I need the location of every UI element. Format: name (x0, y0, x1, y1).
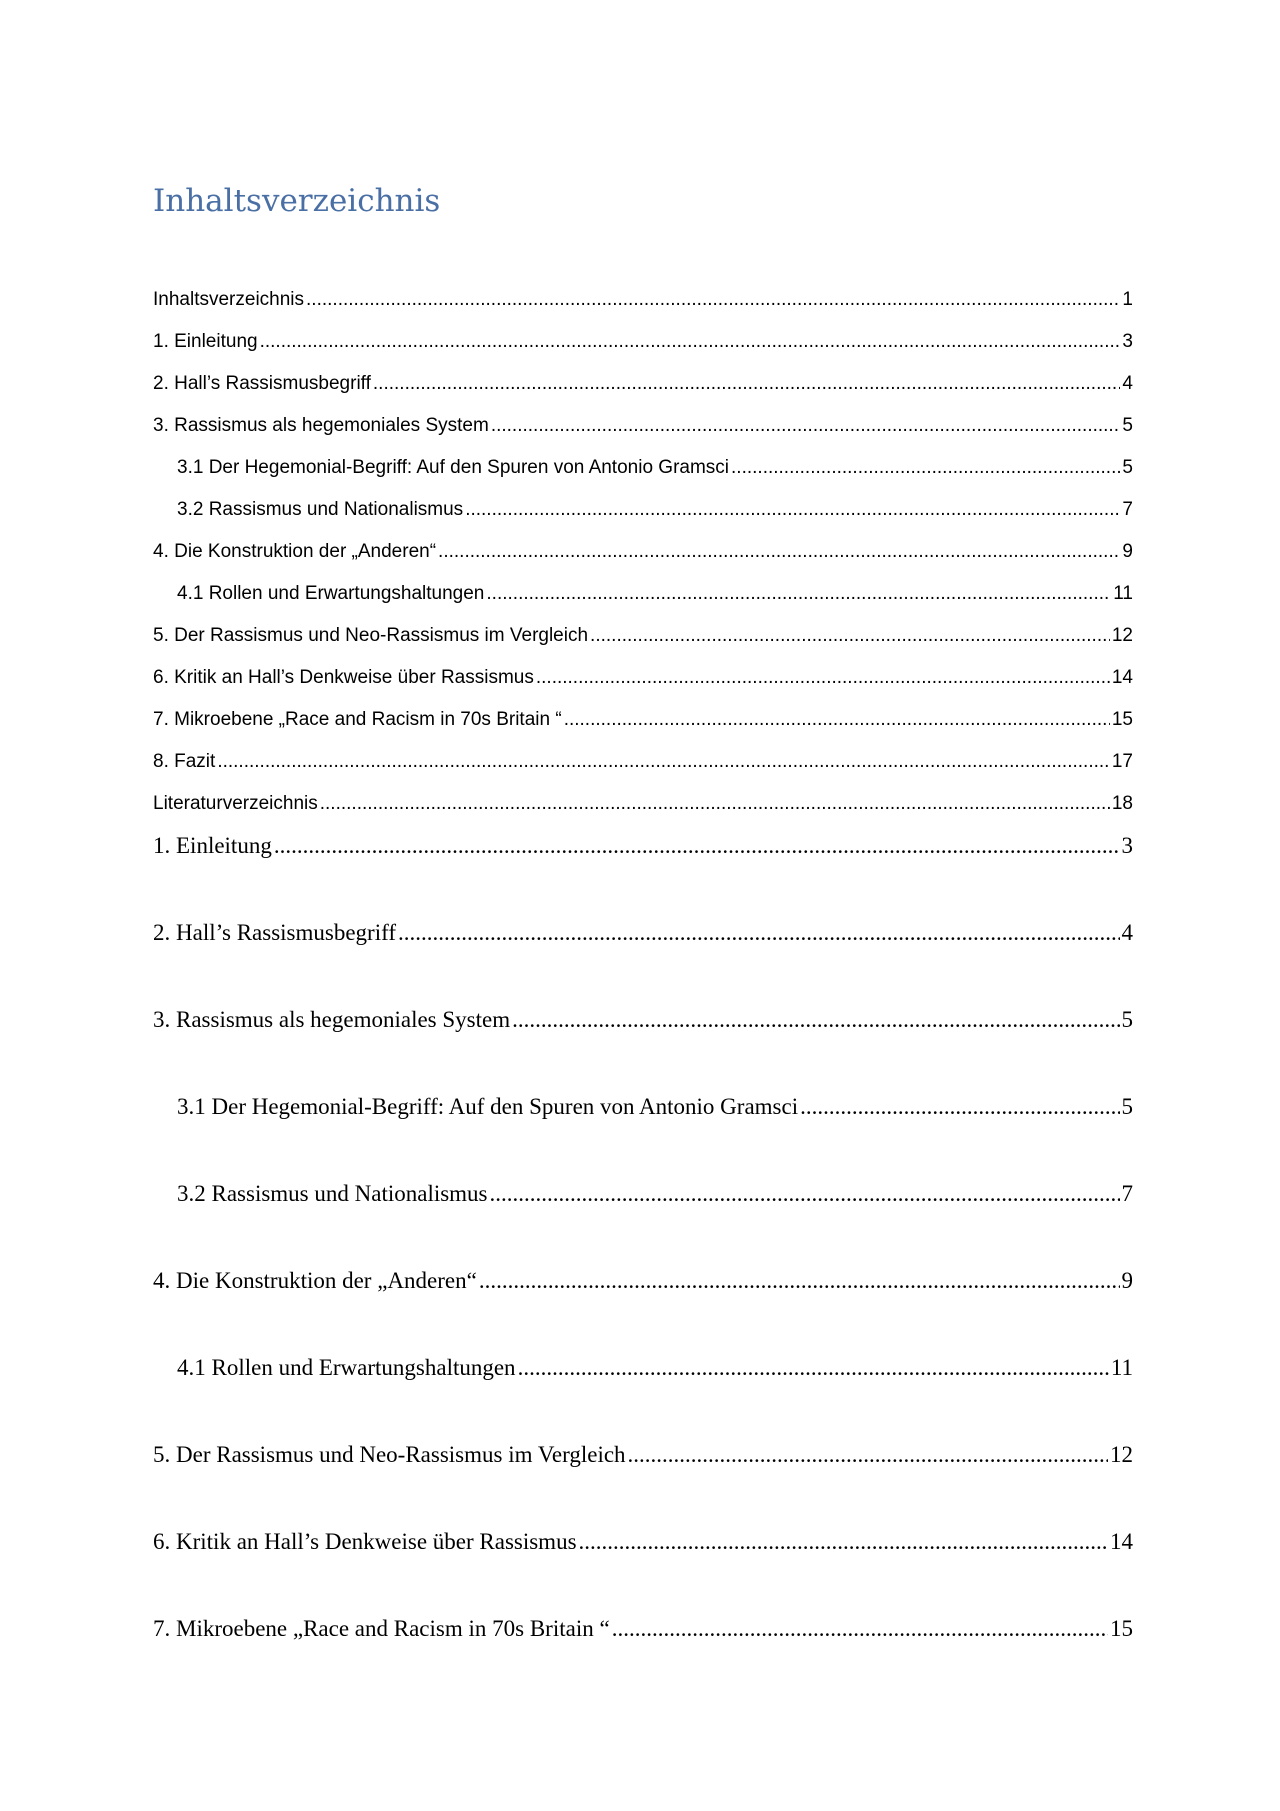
toc-entry[interactable] (153, 1616, 1133, 1642)
toc-entry[interactable] (153, 1094, 1133, 1120)
toc-entry[interactable] (153, 751, 1133, 773)
toc-entry-label: 3.2 Rassismus und Nationalismus (177, 1181, 488, 1206)
toc-entry-page: 11 (1113, 583, 1133, 604)
dot-leader (512, 1007, 1119, 1033)
dot-leader (731, 457, 1120, 479)
dot-leader (486, 583, 1111, 605)
toc-entry-page: 18 (1111, 793, 1133, 814)
toc-entry-page: 5 (1121, 1094, 1133, 1119)
toc-entry[interactable] (153, 541, 1133, 563)
toc-entry[interactable] (153, 289, 1133, 311)
toc-entry[interactable] (153, 833, 1133, 859)
toc-entry[interactable] (153, 499, 1133, 521)
toc-entry-page: 4 (1121, 920, 1133, 945)
toc-entry[interactable] (153, 793, 1133, 815)
toc-entry[interactable] (153, 583, 1133, 605)
toc-entry-label: 4.1 Rollen und Erwartungshaltungen (177, 583, 485, 604)
toc-entry-label: 5. Der Rassismus und Neo-Rassismus im Vergleich (153, 625, 589, 646)
toc-entry-page: 5 (1122, 457, 1133, 478)
toc-entry-page: 9 (1122, 541, 1133, 562)
toc-entry-label: 3.1 Der Hegemonial-Begriff: Auf den Spuren von Antonio Gramsci (177, 1094, 799, 1119)
toc-entry-label: 3.2 Rassismus und Nationalismus (177, 499, 464, 520)
toc-entry-label: 4. Die Konstruktion der „Anderen“ (153, 1268, 477, 1293)
dot-leader (800, 1094, 1119, 1120)
toc-entry[interactable] (153, 373, 1133, 395)
toc-entry-label: 4.1 Rollen und Erwartungshaltungen (177, 1355, 516, 1380)
toc-entry-page: 15 (1111, 709, 1133, 730)
dot-leader (479, 1268, 1120, 1294)
toc-entry-label: 1. Einleitung (153, 331, 258, 352)
toc-entry-label: Inhaltsverzeichnis (153, 289, 305, 310)
dot-leader (217, 751, 1110, 773)
dot-leader (274, 833, 1120, 859)
toc-entry[interactable] (153, 457, 1133, 479)
toc-entry-page: 12 (1110, 1442, 1133, 1467)
toc-entry-page: 4 (1122, 373, 1133, 394)
dot-leader (590, 625, 1110, 647)
toc-entry-page: 9 (1121, 1268, 1133, 1293)
toc-entry-label: 6. Kritik an Hall’s Denkweise über Rassismus (153, 1529, 577, 1554)
toc-entry-label: 4. Die Konstruktion der „Anderen“ (153, 541, 437, 562)
dot-leader (564, 709, 1110, 731)
dot-leader (306, 289, 1120, 311)
toc-entry-page: 5 (1121, 1007, 1133, 1032)
dot-leader (260, 331, 1121, 353)
toc-entry-page: 3 (1122, 331, 1133, 352)
toc-entry-label: 3. Rassismus als hegemoniales System (153, 415, 489, 436)
toc-entry-page: 7 (1122, 499, 1133, 520)
toc-entry[interactable] (153, 1442, 1133, 1468)
toc-entry-page: 12 (1111, 625, 1133, 646)
toc-entry[interactable] (153, 415, 1133, 437)
dot-leader (491, 415, 1121, 437)
toc-entry[interactable] (153, 1355, 1133, 1381)
toc-entry[interactable] (153, 709, 1133, 731)
toc-entry-page: 14 (1111, 667, 1133, 688)
toc-entry-page: 11 (1110, 1355, 1133, 1380)
dot-leader (579, 1529, 1108, 1555)
toc-entry-label: Literaturverzeichnis (153, 793, 318, 814)
toc-entry-page: 1 (1122, 289, 1133, 310)
toc-entry[interactable] (153, 1529, 1133, 1555)
dot-leader (612, 1616, 1108, 1642)
toc-entry[interactable] (153, 920, 1133, 946)
toc-heading: Inhaltsverzeichnis (153, 183, 441, 219)
toc-entry-page: 7 (1121, 1181, 1133, 1206)
dot-leader (518, 1355, 1109, 1381)
dot-leader (536, 667, 1110, 689)
toc-entry[interactable] (153, 1007, 1133, 1033)
dot-leader (465, 499, 1120, 521)
toc-entry[interactable] (153, 1181, 1133, 1207)
toc-entry-page: 15 (1110, 1616, 1133, 1641)
dot-leader (398, 920, 1120, 946)
toc-entry[interactable] (153, 625, 1133, 647)
toc-entry[interactable] (153, 331, 1133, 353)
toc-entry-label: 8. Fazit (153, 751, 216, 772)
toc-entry-page: 3 (1121, 833, 1133, 858)
toc-entry-label: 3. Rassismus als hegemoniales System (153, 1007, 511, 1032)
dot-leader (373, 373, 1121, 395)
toc-entry-label: 6. Kritik an Hall’s Denkweise über Rassismus (153, 667, 534, 688)
dot-leader (628, 1442, 1108, 1468)
toc-entry[interactable] (153, 1268, 1133, 1294)
dot-leader (320, 793, 1110, 815)
toc-entry-page: 17 (1111, 751, 1133, 772)
toc-entry-page: 14 (1110, 1529, 1133, 1554)
toc-entry-label: 3.1 Der Hegemonial-Begriff: Auf den Spuren von Antonio Gramsci (177, 457, 730, 478)
dot-leader (490, 1181, 1120, 1207)
toc-entry-label: 7. Mikroebene „Race and Racism in 70s Britain “ (153, 709, 562, 730)
toc-entry-page: 5 (1122, 415, 1133, 436)
toc-entry-label: 7. Mikroebene „Race and Racism in 70s Britain “ (153, 1616, 610, 1641)
toc-entry-label: 2. Hall’s Rassismusbegriff (153, 373, 371, 394)
toc-entry-label: 1. Einleitung (153, 833, 272, 858)
dot-leader (438, 541, 1120, 563)
toc-entry[interactable] (153, 667, 1133, 689)
toc-entry-label: 5. Der Rassismus und Neo-Rassismus im Vergleich (153, 1442, 626, 1467)
toc-entry-label: 2. Hall’s Rassismusbegriff (153, 920, 396, 945)
